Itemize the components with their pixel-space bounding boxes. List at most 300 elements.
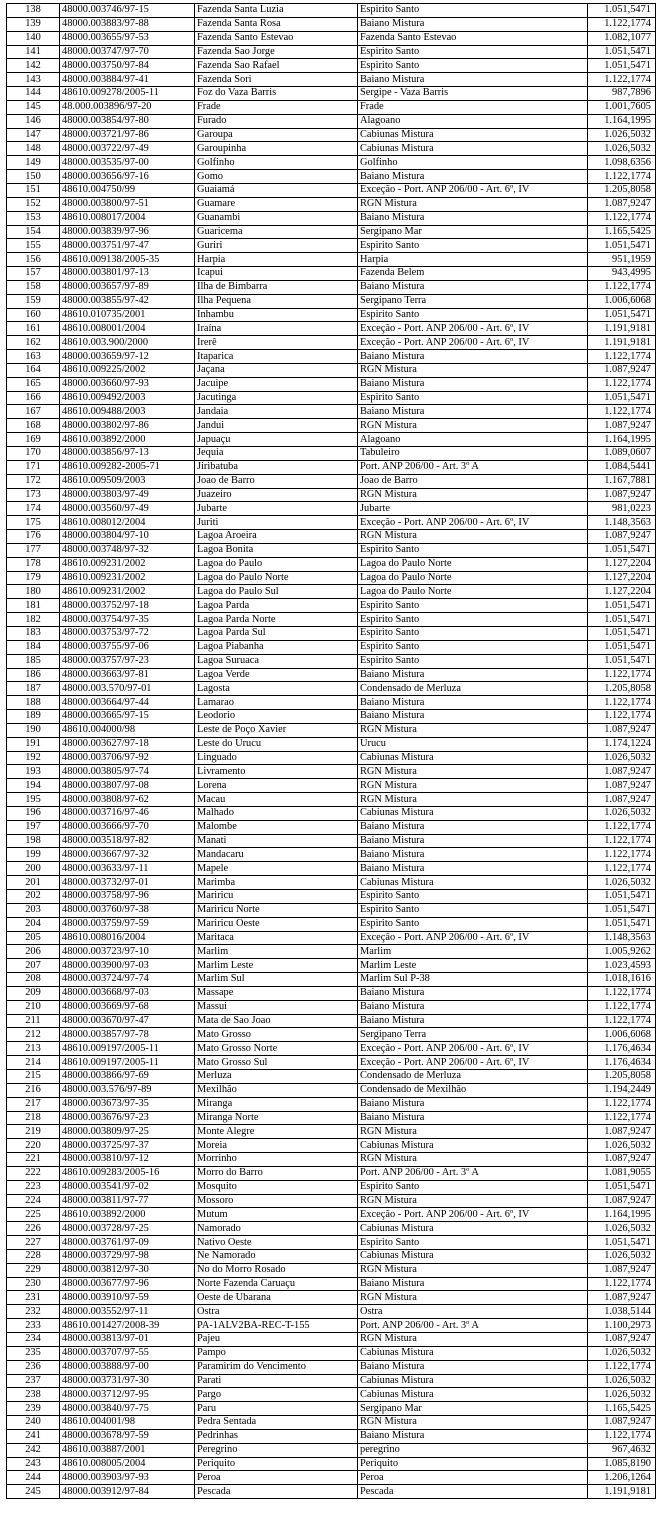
row-number-cell: 156 — [7, 253, 60, 267]
process-number-cell: 48000.003751/97-47 — [60, 239, 195, 253]
reference-oil-cell: Baiano Mistura — [358, 696, 588, 710]
price-value-cell: 1.122,1774 — [588, 710, 656, 724]
table-row — [7, 1333, 656, 1347]
field-name-cell: Lamarao — [195, 696, 358, 710]
field-name-cell: Macau — [195, 793, 358, 807]
price-value-cell: 1.087,9247 — [588, 1153, 656, 1167]
row-number-cell: 173 — [7, 488, 60, 502]
table-row — [7, 1305, 656, 1319]
row-number-cell: 231 — [7, 1291, 60, 1305]
price-value-cell: 1.087,9247 — [588, 793, 656, 807]
table-row — [7, 433, 656, 447]
reference-oil-cell: Baiano Mistura — [358, 668, 588, 682]
row-number-cell: 160 — [7, 308, 60, 322]
reference-oil-cell: Exceção - Port. ANP 206/00 - Art. 6º, IV — [358, 1042, 588, 1056]
price-value-cell: 1.006,6068 — [588, 294, 656, 308]
process-number-cell: 48000.003560/97-49 — [60, 502, 195, 516]
field-name-cell: Leodorio — [195, 710, 358, 724]
reference-oil-cell: Baiano Mistura — [358, 834, 588, 848]
table-row — [7, 737, 656, 751]
reference-oil-cell: Espirito Santo — [358, 654, 588, 668]
reference-oil-cell: RGN Mistura — [358, 723, 588, 737]
row-number-cell: 199 — [7, 848, 60, 862]
row-number-cell: 193 — [7, 765, 60, 779]
process-number-cell: 48000.003668/97-03 — [60, 986, 195, 1000]
field-name-cell: Fazenda Santa Luzia — [195, 4, 358, 18]
reference-oil-cell: Peroa — [358, 1471, 588, 1485]
row-number-cell: 219 — [7, 1125, 60, 1139]
price-value-cell: 1.026,5032 — [588, 751, 656, 765]
reference-oil-cell: Baiano Mistura — [358, 1360, 588, 1374]
table-row — [7, 1166, 656, 1180]
row-number-cell: 227 — [7, 1236, 60, 1250]
table-row — [7, 419, 656, 433]
field-name-cell: Monte Alegre — [195, 1125, 358, 1139]
field-name-cell: Lagoa Suruaca — [195, 654, 358, 668]
reference-oil-cell: Espirito Santo — [358, 903, 588, 917]
row-number-cell: 205 — [7, 931, 60, 945]
row-number-cell: 178 — [7, 557, 60, 571]
process-number-cell: 48000.003633/97-11 — [60, 862, 195, 876]
field-name-cell: Lagoa Bonita — [195, 543, 358, 557]
process-number-cell: 48610.009197/2005-11 — [60, 1056, 195, 1070]
price-value-cell: 1.165,5425 — [588, 225, 656, 239]
reference-oil-cell: Baiano Mistura — [358, 1097, 588, 1111]
row-number-cell: 166 — [7, 391, 60, 405]
reference-oil-cell: Port. ANP 206/00 - Art. 3º A — [358, 460, 588, 474]
row-number-cell: 225 — [7, 1208, 60, 1222]
process-number-cell: 48000.003752/97-18 — [60, 599, 195, 613]
table-row — [7, 377, 656, 391]
reference-oil-cell: Cabiunas Mistura — [358, 751, 588, 765]
process-number-cell: 48610.009283/2005-16 — [60, 1166, 195, 1180]
row-number-cell: 157 — [7, 267, 60, 281]
reference-oil-cell: Espirito Santo — [358, 239, 588, 253]
process-number-cell: 48610.004750/99 — [60, 183, 195, 197]
price-value-cell: 1.122,1774 — [588, 377, 656, 391]
table-row — [7, 945, 656, 959]
reference-oil-cell: Baiano Mistura — [358, 211, 588, 225]
price-value-cell: 1.167,7881 — [588, 474, 656, 488]
row-number-cell: 197 — [7, 820, 60, 834]
field-name-cell: Golfinho — [195, 156, 358, 170]
field-name-cell: Mexilhão — [195, 1083, 358, 1097]
row-number-cell: 189 — [7, 710, 60, 724]
table-row — [7, 502, 656, 516]
reference-oil-cell: Cabiunas Mistura — [358, 806, 588, 820]
price-value-cell: 1.051,5471 — [588, 890, 656, 904]
reference-oil-cell: Marlim Sul P-38 — [358, 973, 588, 987]
row-number-cell: 216 — [7, 1083, 60, 1097]
table-row — [7, 225, 656, 239]
reference-oil-cell: Cabiunas Mistura — [358, 1249, 588, 1263]
row-number-cell: 233 — [7, 1319, 60, 1333]
row-number-cell: 171 — [7, 460, 60, 474]
table-row — [7, 876, 656, 890]
table-row — [7, 1263, 656, 1277]
price-value-cell: 1.051,5471 — [588, 45, 656, 59]
price-value-cell: 1.148,3563 — [588, 931, 656, 945]
field-name-cell: Lagoa Parda Sul — [195, 626, 358, 640]
process-number-cell: 48000.003753/97-72 — [60, 626, 195, 640]
process-number-cell: 48000.003707/97-55 — [60, 1346, 195, 1360]
process-number-cell: 48610.003892/2000 — [60, 433, 195, 447]
price-value-cell: 1.205,8058 — [588, 183, 656, 197]
process-number-cell: 48000.003746/97-15 — [60, 4, 195, 18]
field-name-cell: Massape — [195, 986, 358, 1000]
table-row — [7, 142, 656, 156]
field-name-cell: Icapui — [195, 267, 358, 281]
process-number-cell: 48610.008005/2004 — [60, 1457, 195, 1471]
field-name-cell: Mato Grosso — [195, 1028, 358, 1042]
row-number-cell: 190 — [7, 723, 60, 737]
process-number-cell: 48000.003807/97-08 — [60, 779, 195, 793]
table-row — [7, 1346, 656, 1360]
process-number-cell: 48000.003757/97-23 — [60, 654, 195, 668]
process-number-cell: 48000.003900/97-03 — [60, 959, 195, 973]
price-value-cell: 1.051,5471 — [588, 1236, 656, 1250]
process-number-cell: 48000.003883/97-88 — [60, 17, 195, 31]
table-row — [7, 391, 656, 405]
price-value-cell: 981,0223 — [588, 502, 656, 516]
field-name-cell: Mariricu Norte — [195, 903, 358, 917]
field-name-cell: Guanambi — [195, 211, 358, 225]
table-row — [7, 211, 656, 225]
process-number-cell: 48000.003809/97-25 — [60, 1125, 195, 1139]
reference-oil-cell: Espirito Santo — [358, 1236, 588, 1250]
table-row — [7, 917, 656, 931]
price-value-cell: 1.023,4593 — [588, 959, 656, 973]
table-row — [7, 1069, 656, 1083]
row-number-cell: 168 — [7, 419, 60, 433]
field-name-cell: Fazenda Sori — [195, 73, 358, 87]
field-name-cell: Parati — [195, 1374, 358, 1388]
price-value-cell: 1.165,5425 — [588, 1402, 656, 1416]
row-number-cell: 184 — [7, 640, 60, 654]
table-row — [7, 308, 656, 322]
field-name-cell: Mandacaru — [195, 848, 358, 862]
row-number-cell: 215 — [7, 1069, 60, 1083]
price-value-cell: 1.089,0607 — [588, 447, 656, 461]
process-number-cell: 48000.003676/97-23 — [60, 1111, 195, 1125]
table-row — [7, 1194, 656, 1208]
row-number-cell: 244 — [7, 1471, 60, 1485]
field-name-cell: Linguado — [195, 751, 358, 765]
table-row — [7, 87, 656, 101]
process-number-cell: 48000.003808/97-62 — [60, 793, 195, 807]
row-number-cell: 147 — [7, 128, 60, 142]
price-value-cell: 1.191,9181 — [588, 1485, 656, 1499]
field-name-cell: Iraína — [195, 322, 358, 336]
table-row — [7, 723, 656, 737]
process-number-cell: 48610.009231/2002 — [60, 557, 195, 571]
process-number-cell: 48000.003706/97-92 — [60, 751, 195, 765]
reference-oil-cell: Marlim — [358, 945, 588, 959]
row-number-cell: 235 — [7, 1346, 60, 1360]
reference-oil-cell: Marlim Leste — [358, 959, 588, 973]
table-row — [7, 197, 656, 211]
process-number-cell: 48610.004001/98 — [60, 1416, 195, 1430]
process-number-cell: 48000.003657/97-89 — [60, 280, 195, 294]
row-number-cell: 191 — [7, 737, 60, 751]
row-number-cell: 177 — [7, 543, 60, 557]
price-value-cell: 987,7896 — [588, 87, 656, 101]
price-value-cell: 1.087,9247 — [588, 1263, 656, 1277]
row-number-cell: 154 — [7, 225, 60, 239]
process-number-cell: 48000.003866/97-69 — [60, 1069, 195, 1083]
row-number-cell: 217 — [7, 1097, 60, 1111]
table-row — [7, 1083, 656, 1097]
field-name-cell: No do Morro Rosado — [195, 1263, 358, 1277]
row-number-cell: 245 — [7, 1485, 60, 1499]
reference-oil-cell: Baiano Mistura — [358, 280, 588, 294]
field-name-cell: Lagoa Piabanha — [195, 640, 358, 654]
process-number-cell: 48000.003884/97-41 — [60, 73, 195, 87]
field-name-cell: Pampo — [195, 1346, 358, 1360]
field-name-cell: Mariricu Oeste — [195, 917, 358, 931]
field-name-cell: Namorado — [195, 1222, 358, 1236]
row-number-cell: 179 — [7, 571, 60, 585]
table-row — [7, 543, 656, 557]
reference-oil-cell: RGN Mistura — [358, 197, 588, 211]
price-value-cell: 1.026,5032 — [588, 1346, 656, 1360]
field-name-cell: Morrinho — [195, 1153, 358, 1167]
field-name-cell: Ilha de Bimbarra — [195, 280, 358, 294]
reference-oil-cell: Periquito — [358, 1457, 588, 1471]
reference-oil-cell: RGN Mistura — [358, 1125, 588, 1139]
table-row — [7, 571, 656, 585]
field-name-cell: Morro do Barro — [195, 1166, 358, 1180]
table-row — [7, 280, 656, 294]
price-value-cell: 1.038,5144 — [588, 1305, 656, 1319]
process-number-cell: 48610.008012/2004 — [60, 516, 195, 530]
reference-oil-cell: Baiano Mistura — [358, 170, 588, 184]
field-name-cell: Mato Grosso Sul — [195, 1056, 358, 1070]
reference-oil-cell: Exceção - Port. ANP 206/00 - Art. 6º, IV — [358, 931, 588, 945]
table-row — [7, 640, 656, 654]
table-row — [7, 363, 656, 377]
price-value-cell: 1.051,5471 — [588, 654, 656, 668]
process-number-cell: 48000.003552/97-11 — [60, 1305, 195, 1319]
row-number-cell: 228 — [7, 1249, 60, 1263]
price-value-cell: 1.100,2973 — [588, 1319, 656, 1333]
row-number-cell: 226 — [7, 1222, 60, 1236]
table-row — [7, 1000, 656, 1014]
price-value-cell: 1.122,1774 — [588, 17, 656, 31]
process-number-cell: 48000.003728/97-25 — [60, 1222, 195, 1236]
process-number-cell: 48610.008001/2004 — [60, 322, 195, 336]
process-number-cell: 48000.003659/97-12 — [60, 350, 195, 364]
reference-oil-cell: Joao de Barro — [358, 474, 588, 488]
process-number-cell: 48000.003912/97-84 — [60, 1485, 195, 1499]
price-value-cell: 1.122,1774 — [588, 170, 656, 184]
price-value-cell: 1.127,2204 — [588, 571, 656, 585]
reference-oil-cell: Baiano Mistura — [358, 848, 588, 862]
row-number-cell: 164 — [7, 363, 60, 377]
reference-oil-cell: Baiano Mistura — [358, 1277, 588, 1291]
row-number-cell: 220 — [7, 1139, 60, 1153]
row-number-cell: 148 — [7, 142, 60, 156]
table-row — [7, 322, 656, 336]
price-value-cell: 1.176,4634 — [588, 1042, 656, 1056]
row-number-cell: 242 — [7, 1443, 60, 1457]
process-number-cell: 48000.003856/97-13 — [60, 447, 195, 461]
table-row — [7, 696, 656, 710]
field-name-cell: Jandui — [195, 419, 358, 433]
field-name-cell: Maritaca — [195, 931, 358, 945]
field-name-cell: Ne Namorado — [195, 1249, 358, 1263]
reference-oil-cell: Baiano Mistura — [358, 17, 588, 31]
table-row — [7, 1111, 656, 1125]
reference-oil-cell: Espirito Santo — [358, 599, 588, 613]
price-value-cell: 1.127,2204 — [588, 585, 656, 599]
table-row — [7, 405, 656, 419]
row-number-cell: 141 — [7, 45, 60, 59]
table-row — [7, 779, 656, 793]
field-name-cell: Pescada — [195, 1485, 358, 1499]
row-number-cell: 182 — [7, 613, 60, 627]
price-value-cell: 1.206,1264 — [588, 1471, 656, 1485]
row-number-cell: 187 — [7, 682, 60, 696]
table-row — [7, 1125, 656, 1139]
field-name-cell: Guaricema — [195, 225, 358, 239]
field-name-cell: Lagoa Parda Norte — [195, 613, 358, 627]
row-number-cell: 155 — [7, 239, 60, 253]
reference-oil-cell: peregrino — [358, 1443, 588, 1457]
process-number-cell: 48000.003813/97-01 — [60, 1333, 195, 1347]
price-value-cell: 1.205,8058 — [588, 682, 656, 696]
reference-oil-cell: Baiano Mistura — [358, 350, 588, 364]
row-number-cell: 192 — [7, 751, 60, 765]
price-value-cell: 1.087,9247 — [588, 723, 656, 737]
reference-oil-cell: Espirito Santo — [358, 4, 588, 18]
process-number-cell: 48610.003892/2000 — [60, 1208, 195, 1222]
process-number-cell: 48610.001427/2008-39 — [60, 1319, 195, 1333]
row-number-cell: 212 — [7, 1028, 60, 1042]
process-number-cell: 48610.008016/2004 — [60, 931, 195, 945]
row-number-cell: 194 — [7, 779, 60, 793]
reference-oil-cell: Lagoa do Paulo Norte — [358, 585, 588, 599]
price-value-cell: 1.005,9262 — [588, 945, 656, 959]
reference-oil-cell: Alagoano — [358, 433, 588, 447]
process-number-cell: 48000.003854/97-80 — [60, 114, 195, 128]
table-row — [7, 557, 656, 571]
row-number-cell: 188 — [7, 696, 60, 710]
price-value-cell: 1.087,9247 — [588, 1416, 656, 1430]
reference-oil-cell: Exceção - Port. ANP 206/00 - Art. 6º, IV — [358, 1056, 588, 1070]
price-value-cell: 1.051,5471 — [588, 626, 656, 640]
reference-oil-cell: Golfinho — [358, 156, 588, 170]
reference-oil-cell: Lagoa do Paulo Norte — [358, 557, 588, 571]
process-number-cell: 48000.003716/97-46 — [60, 806, 195, 820]
price-value-cell: 1.087,9247 — [588, 488, 656, 502]
field-name-cell: Marlim Sul — [195, 973, 358, 987]
row-number-cell: 170 — [7, 447, 60, 461]
field-name-cell: Guaiamá — [195, 183, 358, 197]
price-value-cell: 1.082,1077 — [588, 31, 656, 45]
reference-oil-cell: RGN Mistura — [358, 765, 588, 779]
field-name-cell: Inhambu — [195, 308, 358, 322]
field-name-cell: Guamare — [195, 197, 358, 211]
price-value-cell: 1.122,1774 — [588, 211, 656, 225]
table-row — [7, 183, 656, 197]
field-name-cell: Mariricu — [195, 890, 358, 904]
field-name-cell: Harpia — [195, 253, 358, 267]
field-name-cell: Lagoa Verde — [195, 668, 358, 682]
reference-oil-cell: Ostra — [358, 1305, 588, 1319]
process-number-cell: 48000.003669/97-68 — [60, 1000, 195, 1014]
process-number-cell: 48000.003656/97-16 — [60, 170, 195, 184]
table-row — [7, 114, 656, 128]
process-number-cell: 48000.003758/97-96 — [60, 890, 195, 904]
reference-oil-cell: Cabiunas Mistura — [358, 142, 588, 156]
reference-oil-cell: Condensado de Merluza — [358, 1069, 588, 1083]
row-number-cell: 209 — [7, 986, 60, 1000]
process-number-cell: 48000.003723/97-10 — [60, 945, 195, 959]
field-name-cell: Nativo Oeste — [195, 1236, 358, 1250]
row-number-cell: 198 — [7, 834, 60, 848]
row-number-cell: 200 — [7, 862, 60, 876]
reference-oil-cell: Cabiunas Mistura — [358, 128, 588, 142]
reference-oil-cell: Cabiunas Mistura — [358, 1139, 588, 1153]
field-name-cell: Paramirim do Vencimento — [195, 1360, 358, 1374]
table-row — [7, 1277, 656, 1291]
table-row — [7, 848, 656, 862]
reference-oil-cell: Espirito Santo — [358, 543, 588, 557]
field-name-cell: Mossoro — [195, 1194, 358, 1208]
table-row — [7, 100, 656, 114]
row-number-cell: 232 — [7, 1305, 60, 1319]
process-number-cell: 48610.009225/2002 — [60, 363, 195, 377]
table-row — [7, 654, 656, 668]
table-row — [7, 1042, 656, 1056]
price-value-cell: 1.098,6356 — [588, 156, 656, 170]
table-row — [7, 1249, 656, 1263]
table-row — [7, 931, 656, 945]
row-number-cell: 210 — [7, 1000, 60, 1014]
field-name-cell: Peregrino — [195, 1443, 358, 1457]
table-row — [7, 834, 656, 848]
reference-oil-cell: Espirito Santo — [358, 890, 588, 904]
field-name-cell: Jacutinga — [195, 391, 358, 405]
row-number-cell: 153 — [7, 211, 60, 225]
price-value-cell: 1.122,1774 — [588, 834, 656, 848]
table-row — [7, 1457, 656, 1471]
price-value-cell: 1.018,1616 — [588, 973, 656, 987]
row-number-cell: 204 — [7, 917, 60, 931]
field-name-cell: Merluza — [195, 1069, 358, 1083]
row-number-cell: 239 — [7, 1402, 60, 1416]
reference-oil-cell: Baiano Mistura — [358, 820, 588, 834]
row-number-cell: 196 — [7, 806, 60, 820]
process-number-cell: 48000.003665/97-15 — [60, 710, 195, 724]
row-number-cell: 223 — [7, 1180, 60, 1194]
process-number-cell: 48000.003840/97-75 — [60, 1402, 195, 1416]
field-name-cell: Fazenda Santa Rosa — [195, 17, 358, 31]
process-number-cell: 48000.003724/97-74 — [60, 973, 195, 987]
reference-oil-cell: RGN Mistura — [358, 1416, 588, 1430]
reference-oil-cell: RGN Mistura — [358, 488, 588, 502]
process-number-cell: 48610.010735/2001 — [60, 308, 195, 322]
process-number-cell: 48000.003731/97-30 — [60, 1374, 195, 1388]
price-value-cell: 1.026,5032 — [588, 1139, 656, 1153]
process-number-cell: 48000.003541/97-02 — [60, 1180, 195, 1194]
reference-oil-cell: Baiano Mistura — [358, 862, 588, 876]
table-row — [7, 4, 656, 18]
row-number-cell: 163 — [7, 350, 60, 364]
price-value-cell: 1.122,1774 — [588, 1277, 656, 1291]
row-number-cell: 142 — [7, 59, 60, 73]
